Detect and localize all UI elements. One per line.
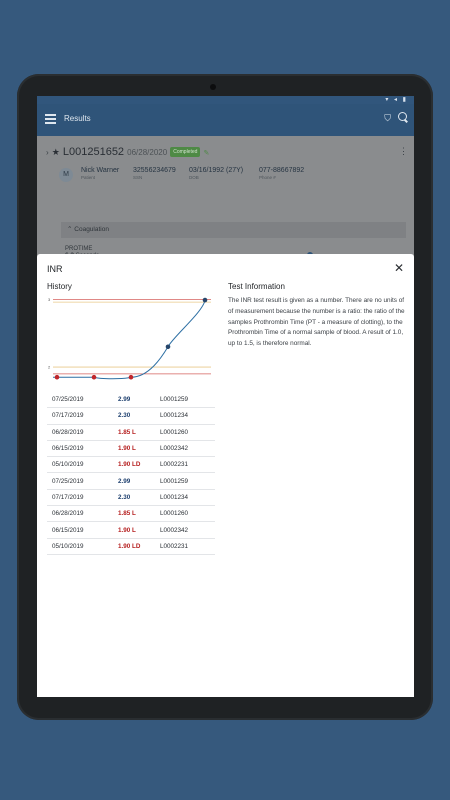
result-value: 1.85 L	[118, 424, 160, 440]
result-value: 2.99	[118, 392, 160, 408]
close-icon[interactable]: ✕	[393, 261, 404, 275]
table-row[interactable]	[47, 489, 215, 505]
result-date: 05/10/2019	[47, 538, 118, 554]
expand-icon[interactable]: ›	[46, 148, 49, 157]
result-date: 07/25/2019	[47, 392, 118, 408]
result-accession: L0001260	[160, 506, 215, 522]
record-date: 06/28/2020	[127, 148, 168, 157]
chevron-up-icon: ⌃	[67, 226, 73, 233]
result-accession: L0002342	[160, 440, 215, 456]
ssn-block	[133, 167, 176, 180]
dob-block	[189, 167, 243, 180]
data-point	[55, 375, 60, 380]
app-bar	[37, 104, 414, 136]
result-accession: L0002231	[160, 457, 215, 473]
result-date: 06/15/2019	[47, 440, 118, 456]
result-date: 07/17/2019	[47, 408, 118, 424]
result-value: 1.90 LD	[118, 457, 160, 473]
result-value: 1.90 L	[118, 522, 160, 538]
y-tick-label: 3	[48, 296, 51, 302]
result-accession: L0001259	[160, 473, 215, 489]
status-badge: Completed	[170, 147, 200, 157]
table-row[interactable]	[47, 408, 215, 424]
table-row[interactable]	[47, 392, 215, 408]
pencil-icon[interactable]: ✎	[203, 150, 210, 157]
result-accession: L0002342	[160, 522, 215, 538]
section-label: Coagulation	[74, 226, 109, 233]
test-detail-dialog	[37, 254, 414, 697]
result-accession: L0001260	[160, 424, 215, 440]
more-icon[interactable]: ⋮	[399, 146, 408, 156]
results-table	[47, 392, 215, 555]
status-bar	[37, 96, 414, 104]
star-icon[interactable]: ★	[51, 147, 60, 157]
result-date: 07/25/2019	[47, 473, 118, 489]
result-accession: L0001234	[160, 489, 215, 505]
dialog-title: INR	[47, 264, 63, 274]
result-accession: L0002231	[160, 538, 215, 554]
result-record-card	[37, 136, 414, 256]
tablet-frame	[17, 74, 433, 720]
table-row[interactable]	[47, 506, 215, 522]
result-date: 06/15/2019	[47, 522, 118, 538]
table-row[interactable]	[47, 522, 215, 538]
search-icon[interactable]	[398, 112, 407, 121]
data-point	[203, 298, 208, 303]
info-text: The INR test result is given as a number. There are no units of of measurement because the number is a ratio: the ratio of the samples Prothrombin Time (PT - a measure of clotting), to the Prothrombin Time of a normal sample of blood. A result of 1.0, up to 1.5, is therefore normal.	[228, 297, 405, 348]
table-row[interactable]	[47, 457, 215, 473]
ssn-value: 32556234679	[133, 167, 176, 174]
result-value: 2.99	[118, 473, 160, 489]
ssn-label: SSN	[133, 175, 143, 180]
filter-icon[interactable]: ⛉	[384, 113, 391, 123]
app-title: Results	[64, 114, 91, 123]
front-camera	[210, 84, 216, 90]
result-accession: L0001234	[160, 408, 215, 424]
table-row[interactable]	[47, 473, 215, 489]
history-heading: History	[47, 282, 72, 291]
avatar: M	[59, 168, 73, 182]
patient-name-label: Patient	[81, 175, 96, 180]
age-value: (27Y)	[226, 167, 244, 174]
screen	[37, 96, 414, 697]
dob-label: DOB	[189, 175, 199, 180]
phone-value: 077-88667892	[259, 167, 305, 174]
status-icons: ▾ ◂ ▮	[385, 97, 408, 103]
result-date: 06/28/2019	[47, 424, 118, 440]
data-point	[92, 375, 97, 380]
result-value: 2.30	[118, 489, 160, 505]
result-value: 1.90 LD	[118, 538, 160, 554]
result-date: 05/10/2019	[47, 457, 118, 473]
record-header	[46, 146, 209, 158]
test-name: PROTIME	[65, 246, 93, 252]
inr-history-chart	[47, 292, 215, 388]
record-id: L001251652	[62, 146, 125, 158]
coagulation-section[interactable]	[61, 222, 406, 238]
phone-label: Phone #	[259, 175, 276, 180]
result-value: 2.30	[118, 408, 160, 424]
patient-name: Nick Warner	[81, 167, 120, 174]
result-value: 1.85 L	[118, 506, 160, 522]
menu-icon[interactable]	[45, 114, 56, 123]
info-heading: Test Information	[228, 282, 285, 291]
phone-block	[259, 167, 304, 180]
result-accession: L0001259	[160, 392, 215, 408]
table-row[interactable]	[47, 538, 215, 554]
y-tick-label: 2	[48, 364, 51, 370]
result-date: 07/17/2019	[47, 489, 118, 505]
table-row[interactable]	[47, 424, 215, 440]
data-point	[166, 344, 171, 349]
table-row[interactable]	[47, 440, 215, 456]
result-date: 06/28/2019	[47, 506, 118, 522]
dob-value: 03/16/1992	[189, 167, 225, 174]
patient-name-block	[81, 167, 119, 180]
result-value: 1.90 L	[118, 440, 160, 456]
data-point	[129, 375, 134, 380]
